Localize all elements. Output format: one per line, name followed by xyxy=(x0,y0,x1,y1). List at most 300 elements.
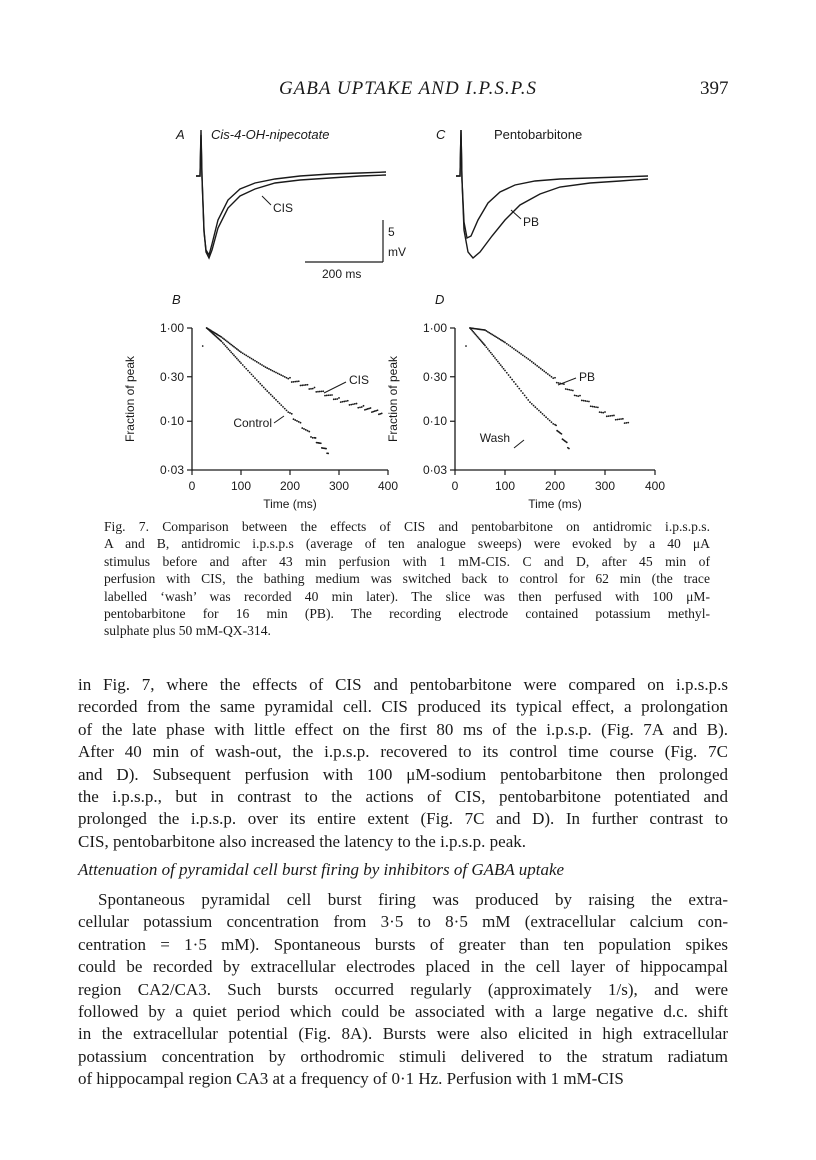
data-point xyxy=(599,411,601,413)
data-point xyxy=(606,415,608,417)
panel-c-pb-label: PB xyxy=(523,215,540,229)
data-point xyxy=(287,411,289,413)
caption-line: A and B, antidromic i.p.s.p.s (average of ten analogue sweeps) were evoked by a 40 μA xyxy=(104,536,710,552)
text-line: potassium concentration by orthodromic stimuli delivered to the stratum radiatum xyxy=(78,1046,728,1066)
data-point xyxy=(513,348,515,350)
data-point xyxy=(572,390,574,392)
series-label: PB xyxy=(579,370,596,384)
data-point xyxy=(291,413,293,415)
data-point xyxy=(263,387,265,389)
data-point xyxy=(229,350,231,352)
text-line: could be recorded by extracellular electrodes placed in the cell layer of hippocampal xyxy=(78,957,728,977)
series-label: Control xyxy=(233,416,272,430)
x-tick-label: 100 xyxy=(230,479,252,493)
data-point xyxy=(558,382,560,384)
data-point xyxy=(222,342,224,344)
data-point xyxy=(347,400,349,402)
page-number: 397 xyxy=(700,78,729,99)
data-point xyxy=(303,384,305,386)
data-point xyxy=(325,448,327,450)
data-point xyxy=(300,385,302,387)
data-point xyxy=(308,388,310,390)
panel-c-letter: C xyxy=(436,127,446,142)
body-paragraph-2 xyxy=(78,889,728,1091)
data-point xyxy=(551,376,553,378)
data-point xyxy=(547,418,549,420)
data-point xyxy=(536,365,538,367)
data-point xyxy=(228,348,230,350)
data-point xyxy=(263,365,265,367)
data-point xyxy=(245,368,247,370)
data-point xyxy=(556,382,558,384)
data-point xyxy=(280,374,282,376)
series-label-pointer xyxy=(274,416,284,423)
data-point xyxy=(566,442,568,444)
data-point xyxy=(604,411,606,413)
y-axis-label: Fraction of peak xyxy=(386,355,400,443)
data-point xyxy=(296,420,298,422)
data-point xyxy=(543,370,545,372)
scale-bar-unit: mV xyxy=(388,245,406,259)
data-point xyxy=(503,368,505,370)
data-point xyxy=(538,410,540,412)
data-point xyxy=(615,419,617,421)
data-point xyxy=(554,377,556,379)
data-point xyxy=(287,378,289,380)
x-axis-label: Time (ms) xyxy=(263,497,317,511)
x-tick-label: 300 xyxy=(594,479,616,493)
data-point xyxy=(268,368,270,370)
data-point xyxy=(522,354,524,356)
data-point xyxy=(282,375,284,377)
data-point xyxy=(498,362,500,364)
data-point xyxy=(486,346,488,348)
data-point xyxy=(284,376,286,378)
panel-a-cis-label: CIS xyxy=(273,201,294,215)
y-tick-label: 0·10 xyxy=(422,414,447,429)
series-label-pointer xyxy=(558,378,576,385)
data-point xyxy=(561,433,563,435)
data-point xyxy=(293,381,295,383)
data-point xyxy=(597,406,599,408)
data-point xyxy=(568,448,570,450)
data-point xyxy=(565,388,567,390)
data-point xyxy=(321,390,323,392)
chart-panel-d xyxy=(377,292,680,514)
data-point xyxy=(522,392,524,394)
data-point xyxy=(592,406,594,408)
data-point xyxy=(508,374,510,376)
text-line: and D). Subsequent perfusion with 100 μM-sodium pentobarbitone then prolonged xyxy=(78,764,728,784)
data-point xyxy=(232,353,234,355)
text-line: cellular potassium concentration from 3·5 to 8·5 mM (extracellular calcium con- xyxy=(78,912,728,932)
data-point xyxy=(563,383,565,385)
x-tick-label: 200 xyxy=(279,479,301,493)
data-point xyxy=(513,381,515,383)
series-pb xyxy=(465,327,629,424)
data-point xyxy=(531,403,533,405)
x-tick-label: 400 xyxy=(644,479,666,493)
data-point xyxy=(244,353,246,355)
data-point xyxy=(256,379,258,381)
panel-a-cis-pointer xyxy=(262,196,271,205)
data-point xyxy=(293,418,295,420)
data-point xyxy=(244,366,246,368)
text-line: of the late phase with little effect on the first 80 ms of the i.p.s.p. (Fig. 7A and B). xyxy=(78,719,728,739)
data-point xyxy=(515,383,517,385)
data-point xyxy=(312,388,314,390)
data-point xyxy=(275,399,277,401)
data-point xyxy=(624,422,626,424)
data-point xyxy=(312,437,314,439)
data-point xyxy=(251,373,253,375)
running-title: GABA UPTAKE AND I.P.S.P.S xyxy=(278,78,538,99)
chart-panel-b xyxy=(120,292,410,514)
data-point xyxy=(506,343,508,345)
caption-line: stimulus before and after 43 min perfusion with 1 mM-CIS. C and D, after 45 min of xyxy=(104,553,710,569)
caption-line: pentobarbitone for 16 min (PB). The recording electrode contained potassium methyl- xyxy=(104,606,710,622)
data-point xyxy=(526,397,528,399)
data-point xyxy=(533,405,535,407)
text-line: region CA2/CA3. Such bursts occurred regularly (approximately 1/s), and were xyxy=(78,979,728,999)
body-paragraph-1 xyxy=(78,674,728,853)
data-point xyxy=(588,401,590,403)
y-tick-label: 0·03 xyxy=(159,463,184,477)
data-point xyxy=(268,392,270,394)
data-point xyxy=(279,402,281,404)
data-point xyxy=(579,395,581,397)
data-point xyxy=(577,395,579,397)
data-point xyxy=(538,366,540,368)
data-point xyxy=(547,373,549,375)
data-point xyxy=(236,358,238,360)
data-point xyxy=(252,375,254,377)
data-point xyxy=(223,344,225,346)
data-point xyxy=(329,394,331,396)
data-point xyxy=(536,408,538,410)
data-point xyxy=(266,367,268,369)
scale-bar-time: 200 ms xyxy=(322,267,362,281)
series-label: CIS xyxy=(349,373,370,387)
x-tick-label: 0 xyxy=(188,479,196,493)
data-point xyxy=(280,404,282,406)
data-point xyxy=(272,370,274,372)
data-point xyxy=(618,418,620,420)
panel-c-title: Pentobarbitone xyxy=(494,127,583,142)
data-point xyxy=(518,388,520,390)
y-tick-label: 0·10 xyxy=(159,414,184,429)
data-point xyxy=(335,398,337,400)
data-point xyxy=(508,344,510,346)
data-point xyxy=(350,404,352,406)
data-point xyxy=(493,355,495,357)
data-point xyxy=(266,390,268,392)
data-point xyxy=(202,345,204,347)
data-point xyxy=(315,437,317,439)
data-point xyxy=(551,421,553,423)
data-point xyxy=(555,425,557,427)
data-point xyxy=(504,342,506,344)
text-line: CIS, pentobarbitone also increased the latency to the i.p.s.p. peak. xyxy=(78,831,527,851)
data-point xyxy=(247,356,249,358)
data-point xyxy=(322,390,324,392)
data-point xyxy=(370,407,372,409)
data-point xyxy=(488,350,490,352)
series-label-pointer xyxy=(324,382,346,393)
data-point xyxy=(291,381,293,383)
scale-bar xyxy=(305,220,383,262)
data-point xyxy=(509,345,511,347)
x-tick-label: 400 xyxy=(377,479,399,493)
data-point xyxy=(289,412,291,414)
caption-line: perfusion with CIS, the bathing medium was switched back to control for 62 min (the trace xyxy=(104,571,710,587)
data-point xyxy=(545,416,547,418)
x-axis-label: Time (ms) xyxy=(528,497,582,511)
caption-line: labelled ‘wash’ was recorded 40 min later). The slice was then perfused with 100 μM- xyxy=(104,588,710,604)
data-point xyxy=(303,428,305,430)
data-point xyxy=(254,360,256,362)
data-point xyxy=(251,358,253,360)
data-point xyxy=(338,397,340,399)
data-point xyxy=(270,369,272,371)
data-point xyxy=(242,364,244,366)
figure-traces xyxy=(0,0,816,300)
data-point xyxy=(581,400,583,402)
section-heading: Attenuation of pyramidal cell burst firing by inhibitors of GABA uptake xyxy=(78,860,565,879)
data-point xyxy=(225,345,227,347)
data-point xyxy=(272,395,274,397)
scale-bar-value: 5 xyxy=(388,225,395,239)
data-point xyxy=(352,403,354,405)
text-line: in Fig. 7, where the effects of CIS and pentobarbitone were compared on i.p.s.p.s xyxy=(78,675,728,694)
data-point xyxy=(259,363,261,365)
data-point xyxy=(277,372,279,374)
data-point xyxy=(286,409,288,411)
data-point xyxy=(235,356,237,358)
data-point xyxy=(328,394,330,396)
data-point xyxy=(286,377,288,379)
data-point xyxy=(327,453,329,455)
data-point xyxy=(308,431,310,433)
data-point xyxy=(275,372,277,374)
data-point xyxy=(500,364,502,366)
data-point xyxy=(511,379,513,381)
y-axis-label: Fraction of peak xyxy=(123,355,137,443)
data-point xyxy=(584,400,586,402)
data-point xyxy=(484,345,486,347)
data-point xyxy=(294,381,296,383)
x-tick-label: 0 xyxy=(451,479,459,493)
data-point xyxy=(540,368,542,370)
data-point xyxy=(595,406,597,408)
x-tick-label: 100 xyxy=(494,479,516,493)
data-point xyxy=(230,351,232,353)
data-point xyxy=(586,400,588,402)
data-point xyxy=(270,394,272,396)
data-point xyxy=(258,381,260,383)
data-point xyxy=(226,347,228,349)
y-tick-label: 0·30 xyxy=(159,369,184,384)
data-point xyxy=(273,371,275,373)
data-point xyxy=(233,354,235,356)
data-point xyxy=(620,418,622,420)
data-point xyxy=(494,357,496,359)
data-point xyxy=(524,395,526,397)
data-point xyxy=(356,403,358,405)
caption-line xyxy=(104,518,710,535)
data-point xyxy=(298,380,300,382)
data-point xyxy=(626,422,628,424)
data-point xyxy=(552,423,554,425)
panel-a-letter: A xyxy=(176,127,185,142)
data-point xyxy=(542,369,544,371)
data-point xyxy=(506,372,508,374)
panel-c-pb-pointer xyxy=(511,210,521,219)
data-point xyxy=(298,421,300,423)
data-point xyxy=(529,359,531,361)
text-line: recorded from the same pyramidal cell. CIS produced its typical effect, a prolongation xyxy=(78,697,728,717)
data-point xyxy=(491,353,493,355)
panel-a-title: Cis-4-OH-nipecotate xyxy=(211,127,330,142)
data-point xyxy=(361,406,363,408)
data-point xyxy=(237,359,239,361)
data-point xyxy=(359,406,361,408)
data-point xyxy=(504,370,506,372)
data-point xyxy=(534,406,536,408)
data-point xyxy=(501,366,503,368)
data-point xyxy=(249,357,251,359)
data-point xyxy=(529,401,531,403)
data-point xyxy=(326,395,328,397)
data-point xyxy=(284,408,286,410)
data-point xyxy=(315,391,317,393)
data-point xyxy=(277,401,279,403)
data-point xyxy=(527,358,529,360)
text-line: of hippocampal region CA3 at a frequency of 0·1 Hz. Perfusion with 1 mM-CIS xyxy=(78,1069,624,1089)
data-point xyxy=(570,389,572,391)
data-point xyxy=(617,419,619,421)
data-point xyxy=(349,404,351,406)
data-point xyxy=(254,377,256,379)
x-tick-label: 300 xyxy=(328,479,350,493)
data-point xyxy=(258,362,260,364)
data-point xyxy=(319,391,321,393)
data-point xyxy=(549,375,551,377)
data-point xyxy=(509,376,511,378)
data-point xyxy=(301,384,303,386)
series-control xyxy=(202,327,329,454)
x-tick-label: 200 xyxy=(544,479,566,493)
series-label-pointer xyxy=(514,440,524,448)
data-point xyxy=(511,347,513,349)
data-point xyxy=(249,372,251,374)
data-point xyxy=(305,429,307,431)
data-point xyxy=(517,350,519,352)
data-point xyxy=(515,349,517,351)
data-point xyxy=(363,405,365,407)
data-point xyxy=(357,407,359,409)
y-tick-label: 0·03 xyxy=(422,463,447,477)
data-point xyxy=(310,436,312,438)
data-point xyxy=(300,422,302,424)
data-point xyxy=(487,348,489,350)
data-point xyxy=(524,356,526,358)
data-point xyxy=(265,366,267,368)
series-cis xyxy=(202,327,383,415)
caption-label: Fig. 7. xyxy=(104,519,163,534)
y-tick-label: 0·30 xyxy=(422,369,447,384)
data-point xyxy=(590,405,592,407)
data-point xyxy=(552,377,554,379)
data-point xyxy=(289,377,291,379)
data-point xyxy=(497,361,499,363)
panel-letter: B xyxy=(172,292,181,307)
data-point xyxy=(354,403,356,405)
text-line: centration = 1·5 mM). Spontaneous bursts of greater than ten population spikes xyxy=(78,934,728,954)
data-point xyxy=(294,419,296,421)
data-point xyxy=(307,430,309,432)
text-line: Spontaneous pyramidal cell burst firing was produced by raising the extra- xyxy=(98,890,728,909)
data-point xyxy=(240,351,242,353)
series-label: Wash xyxy=(479,431,510,445)
data-point xyxy=(531,361,533,363)
data-point xyxy=(465,345,467,347)
data-point xyxy=(518,352,520,354)
data-point xyxy=(545,372,547,374)
data-point xyxy=(307,384,309,386)
data-point xyxy=(601,412,603,414)
data-point xyxy=(245,355,247,357)
data-point xyxy=(310,388,312,390)
data-point xyxy=(261,364,263,366)
data-point xyxy=(496,359,498,361)
data-point xyxy=(490,352,492,354)
text-line: followed by a quiet period which could be associated with a large negative d.c. shift xyxy=(78,1002,728,1022)
data-point xyxy=(336,398,338,400)
data-point xyxy=(542,413,544,415)
data-point xyxy=(526,357,528,359)
data-point xyxy=(540,411,542,413)
data-point xyxy=(602,412,604,414)
data-point xyxy=(305,384,307,386)
panel-c-traces xyxy=(456,130,648,258)
panel-letter: D xyxy=(435,292,445,307)
y-tick-label: 1·00 xyxy=(422,321,447,335)
data-point xyxy=(342,401,344,403)
caption-line: sulphate plus 50 mM-QX-314. xyxy=(104,623,271,639)
data-point xyxy=(221,340,223,342)
figure-caption xyxy=(104,518,710,640)
data-point xyxy=(576,395,578,397)
panel-a-traces xyxy=(196,130,386,258)
data-point xyxy=(613,415,615,417)
data-point xyxy=(567,388,569,390)
data-point xyxy=(549,420,551,422)
data-point xyxy=(252,359,254,361)
data-point xyxy=(296,381,298,383)
data-point xyxy=(593,406,595,408)
data-point xyxy=(574,395,576,397)
text-line: in the extracellular potential (Fig. 8A). Bursts were also elicited in high extracellular xyxy=(78,1024,728,1044)
data-point xyxy=(517,385,519,387)
data-point xyxy=(583,400,585,402)
data-point xyxy=(301,427,303,429)
text-line: the i.p.s.p., but in contrast to the actions of CIS, pentobarbitone potentiated and xyxy=(78,787,728,807)
data-point xyxy=(343,401,345,403)
data-point xyxy=(533,362,535,364)
data-point xyxy=(240,362,242,364)
data-point xyxy=(279,373,281,375)
